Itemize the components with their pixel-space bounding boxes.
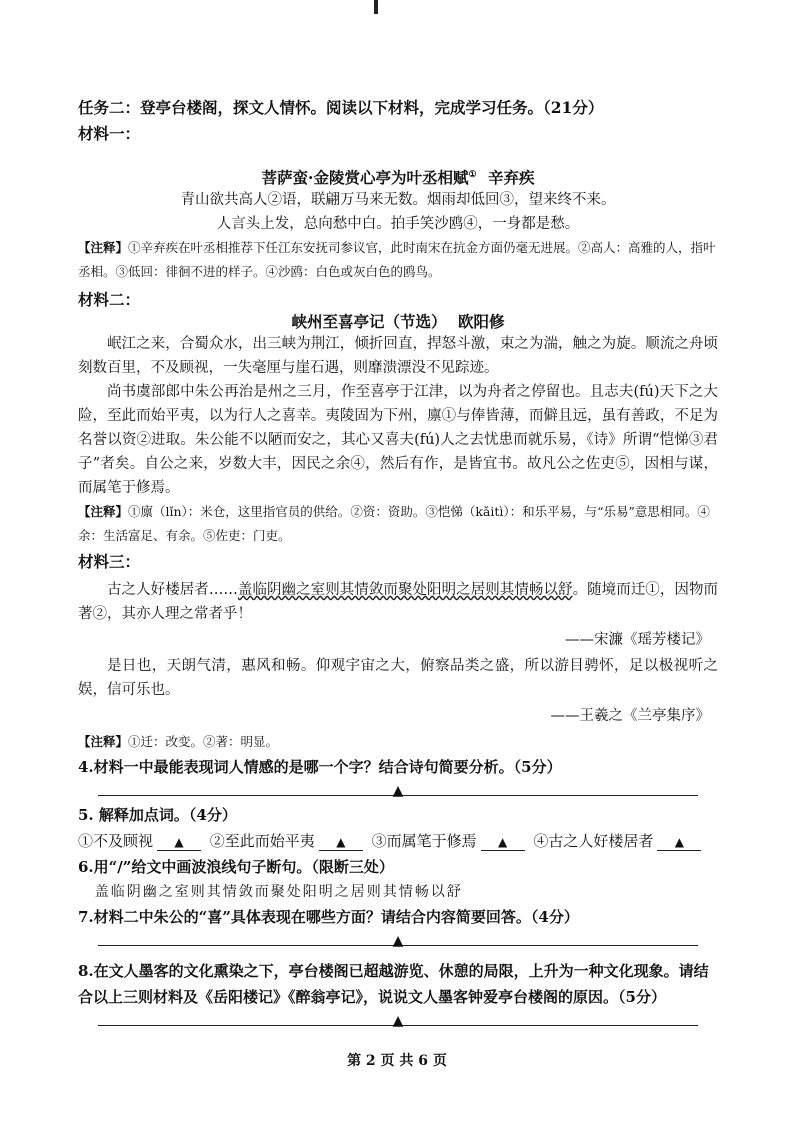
- m3-p1-start: 古之人好楼居者……: [107, 582, 238, 598]
- source-1: ——宋濂《瑶芳楼记》: [565, 632, 710, 648]
- poem-title: 菩萨蛮·金陵赏心亭为叶丞相赋: [261, 168, 469, 187]
- answer-marker-icon: ▲: [392, 933, 404, 949]
- source-2: ——王羲之《兰亭集序》: [550, 708, 710, 724]
- essay-title: 峡州至喜亭记（节选）: [291, 312, 447, 331]
- essay-paragraph-2: 尚书虞部郎中朱公再治是州之三月，作至喜亭于江津，以为舟者之停留也。且志夫(fú)天下之大险，至此而始平夷，以为行人之喜幸。夷陵固为下州，廪①与俸皆薄，而僻且远，虽有善政，不足为名誉以资②进取。朱公能不以陋而安之，其心又喜夫(fú)人之去忧患而就乐易，《诗》所谓“恺悌③君子”者矣。自公之来，岁数大丰，因民之余④，然后有作，是皆宜书。故凡公之佐吏⑤，因相与谋，而属笔于修焉。: [78, 384, 718, 496]
- material3-paragraph-2: 是日也，天朗气清，惠风和畅。仰观宇宙之大，俯察品类之盛，所以游目骋怀，足以极视听之娱，信可乐也。: [78, 658, 718, 698]
- essay-author: 欧阳修: [457, 312, 505, 331]
- q5-item-2: ②至此而始平夷: [209, 832, 315, 850]
- note-label: 【注释】: [78, 504, 129, 519]
- title-note-mark: ①: [468, 169, 477, 180]
- q5-item-3: ③而属笔于修焉: [371, 832, 477, 850]
- answer-marker-icon: ▲: [392, 783, 404, 799]
- question-6: 6.用“/”给文中画波浪线句子断句。（限断三处）: [78, 858, 394, 876]
- answer-line-q7[interactable]: [78, 930, 718, 952]
- note-text: ①迁：改变。②著：明显。: [128, 734, 279, 749]
- q5-items: [78, 828, 718, 854]
- q5-blank-1[interactable]: ▲: [157, 834, 201, 851]
- note-label: 【注释】: [78, 734, 129, 749]
- note-text: ①廪（lǐn）：米仓，这里指官员的供给。②资：资助。③恺悌（kǎitì）：和乐平易，与“乐易”意思相同。④余：生活富足、有余。⑤佐吏：门吏。: [78, 504, 710, 543]
- exam-page: [78, 96, 718, 1032]
- q5-blank-3[interactable]: ▲: [481, 834, 525, 851]
- material3-paragraph-1: [78, 578, 718, 626]
- page-number: 第 2 页 共 6 页: [347, 1053, 447, 1069]
- material1-note: [78, 236, 718, 284]
- answer-marker-icon: ▲: [392, 1013, 404, 1029]
- question-5: 5. 解释加点词。（4分）: [78, 806, 237, 824]
- material2-note: [78, 500, 718, 548]
- scan-mark: [374, 0, 378, 14]
- question-8: 8.在文人墨客的文化熏染之下，亭台楼阁已超越游览、休憩的局限，上升为一种文化现象。请结合以上三则材料及《岳阳楼记》《醉翁亭记》，说说文人墨客钟爱亭台楼阁的原因。（5分）: [78, 962, 709, 1006]
- material2-label: 材料二：: [78, 290, 141, 309]
- wavy-underlined-sentence: 盖临阴幽之室则其情敛而聚处阳明之居则其情畅以舒: [237, 582, 573, 598]
- question-4: 4.材料一中最能表现词人情感的是哪一个字？结合诗句简要分析。（5分）: [78, 758, 562, 776]
- q5-blank-4[interactable]: ▲: [657, 834, 701, 851]
- poem-author: 辛弃疾: [487, 168, 535, 187]
- answer-line-q8[interactable]: [78, 1010, 718, 1032]
- q5-item-1: ①不及顾视: [78, 832, 154, 850]
- poem-line-2: 人言头上发，总向愁中白。拍手笑沙鸥④，一身都是愁。: [216, 216, 580, 232]
- q5-blank-2[interactable]: ▲: [319, 834, 363, 851]
- material2-title: [78, 310, 718, 332]
- poem-line-1: 青山欲共高人②语，联翩万马来无数。烟雨却低回③，望来终不来。: [180, 192, 616, 208]
- material1-label: 材料一：: [78, 124, 141, 143]
- material3-note: [78, 730, 718, 754]
- question-7: 7.材料二中朱公的“喜”具体表现在哪些方面？请结合内容简要回答。（4分）: [78, 908, 579, 926]
- material3-label: 材料三：: [78, 552, 141, 571]
- note-label: 【注释】: [78, 240, 129, 255]
- essay-paragraph-1: 岷江之来，合蜀众水，出三峡为荆江，倾折回直，捍怒斗激，束之为湍，触之为旋。顺流之舟顷刻数百里，不及顾视，一失毫厘与崖石遇，则靡溃漂没不见踪迹。: [78, 336, 718, 376]
- m3-p1-end: 。随境而迁①，因物而著②，其亦人理之常者乎！: [78, 582, 719, 622]
- task-heading: 任务二：登亭台楼阁，探文人情怀。阅读以下材料，完成学习任务。（21分）: [78, 98, 604, 117]
- answer-line-q4[interactable]: [78, 780, 718, 802]
- note-text: ①辛弃疾在叶丞相推荐下任江东安抚司参议官，此时南宋在抗金方面仍毫无进展。②高人：高雅的人，指叶丞相。③低回：徘徊不进的样子。④沙鸥：白色或灰白色的鸥鸟。: [78, 240, 716, 279]
- q6-passage[interactable]: 盖临阴幽之室则其情敛而聚处阳明之居则其情畅以舒: [94, 884, 463, 900]
- q5-item-4: ④古之人好楼居者: [533, 832, 654, 850]
- material1-title: [78, 166, 718, 188]
